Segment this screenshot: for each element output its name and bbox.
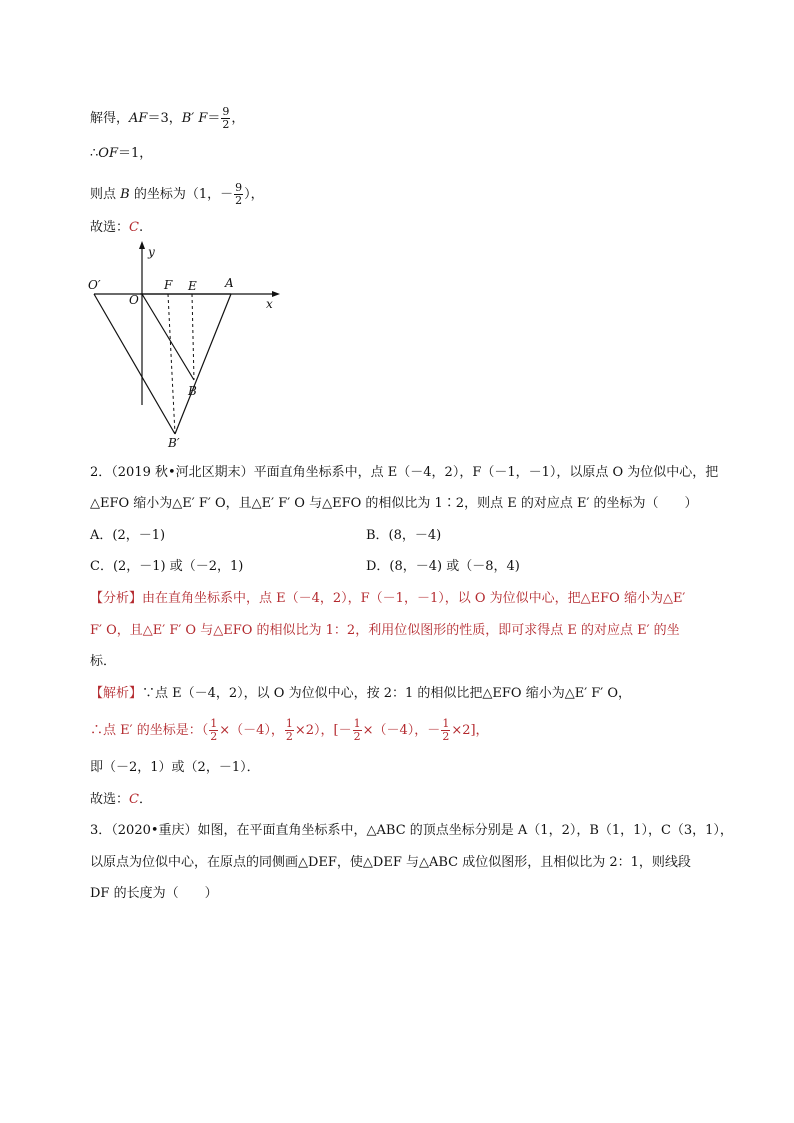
therefore-sign: ∴ [90,146,99,161]
text: ． [138,792,152,807]
label-f: F [164,278,173,292]
q3-stem-line-2: 以原点为位似中心，在原点的同侧画△DEF，使△DEF 与△ABC 成位似图形，且相似比为 2：1，则线段 [90,855,691,870]
numerator: 1 [353,717,361,730]
q2-analysis-line-3: 标． [90,654,117,669]
text: ， [231,111,245,126]
text: ×（－4）， [219,723,284,738]
text: ＝3， [147,111,182,126]
numerator: 1 [442,717,450,730]
answer-choice: C [129,220,139,235]
x-axis-arrow [272,291,280,297]
text: ×2]， [451,723,489,738]
segment-a-b1 [175,294,231,434]
numerator: 1 [210,717,218,730]
denominator: 2 [353,730,361,743]
denominator: 2 [222,118,230,131]
q3-stem-line-1: 3．（2020•重庆）如图，在平面直角坐标系中，△ABC 的顶点坐标分别是 A（1，2），B（1，1），C（3，1）， [90,823,733,838]
var-bf: B′ F [181,111,208,126]
label-e: E [188,279,197,293]
q2-option-b: B．(8，－4) [366,528,442,543]
denominator: 2 [285,730,293,743]
text: ∵点 E（－4，2），以 O 为位似中心，按 2：1 的相似比把△EFO 缩小为△E′ F′ O， [142,686,632,701]
q2-analysis-line-2: F′ O，且△E′ F′ O 与△EFO 的相似比为 1：2，利用位似图形的性质，即可求得点 E 的对应点 E′ 的坐 [90,623,680,638]
dashed-e-b [192,294,194,380]
text: 解得， [90,111,130,126]
numerator: 9 [235,181,243,194]
fraction-half [353,718,362,743]
solution-tag: 【解析】 [90,686,143,701]
label-b: B [188,384,197,398]
var-af: AF [129,111,148,126]
text: 故选： [90,220,130,235]
q2-option-a: A．(2，－1) [90,528,166,543]
var-b: B [120,187,130,202]
answer-line-q2 [90,792,152,808]
solution-line-1 [90,106,244,131]
var-of: OF [98,146,118,161]
numerator: 1 [285,717,293,730]
numerator: 9 [222,105,230,118]
segment-o-b [142,294,194,380]
label-a: A [225,276,234,290]
text: 则点 [90,187,121,202]
text: ×（－4），－ [362,723,441,738]
dashed-f-b1 [168,294,175,434]
label-o-prime: O′ [88,278,101,292]
q2-stem-line-1: 2．（2019 秋•河北区期末）平面直角坐标系中，点 E（－4，2），F（－1，－1），以原点 O 为位似中心，把 [90,465,719,480]
text: 故选： [90,792,130,807]
fraction [221,106,230,131]
q2-solution-line-1 [90,686,631,702]
coordinate-figure [80,240,290,455]
text: 的坐标为（1，－ [129,187,234,202]
fraction-half [285,718,294,743]
text: ×2），[－ [294,723,352,738]
denominator: 2 [235,194,243,207]
denominator: 2 [442,730,450,743]
q2-analysis-line-1: 【分析】由在直角坐标系中，点 E（－4，2），F（－1，－1），以 O 为位似中心，把△EFO 缩小为△E′ [90,591,686,606]
solution-line-3 [90,182,264,207]
segment-o1-b1 [94,294,175,434]
text: ＝ [207,111,221,126]
q2-solution-line-2 [90,718,489,743]
fraction [234,182,243,207]
label-b-prime: B′ [168,436,180,450]
answer-line-q1 [90,220,143,236]
label-x: x [266,297,273,311]
answer-choice: C [129,792,139,807]
text: ＝1， [117,146,153,161]
q2-option-d: D．(8，－4) 或（－8，4) [366,559,520,574]
q2-option-c: C．(2，－1) 或（－2，1) [90,559,244,574]
label-o: O [129,293,139,307]
solution-line-2 [90,146,152,162]
text: . [138,220,144,235]
y-axis-arrow [139,241,145,249]
q2-stem-line-2: △EFO 缩小为△E′ F′ O，且△E′ F′ O 与△EFO 的相似比为 1∶2，则点 E 的对应点 E′ 的坐标为（ ） [90,496,698,511]
fraction-half [209,718,218,743]
label-y: y [148,245,155,259]
text: ∴点 E′ 的坐标是：（ [90,723,209,738]
fraction-half [441,718,450,743]
text: ）， [244,187,264,202]
q3-stem-line-3: DF 的长度为（ ） [90,886,218,901]
q2-solution-line-3: 即（－2，1）或（2，－1）． [90,760,260,775]
denominator: 2 [210,730,218,743]
